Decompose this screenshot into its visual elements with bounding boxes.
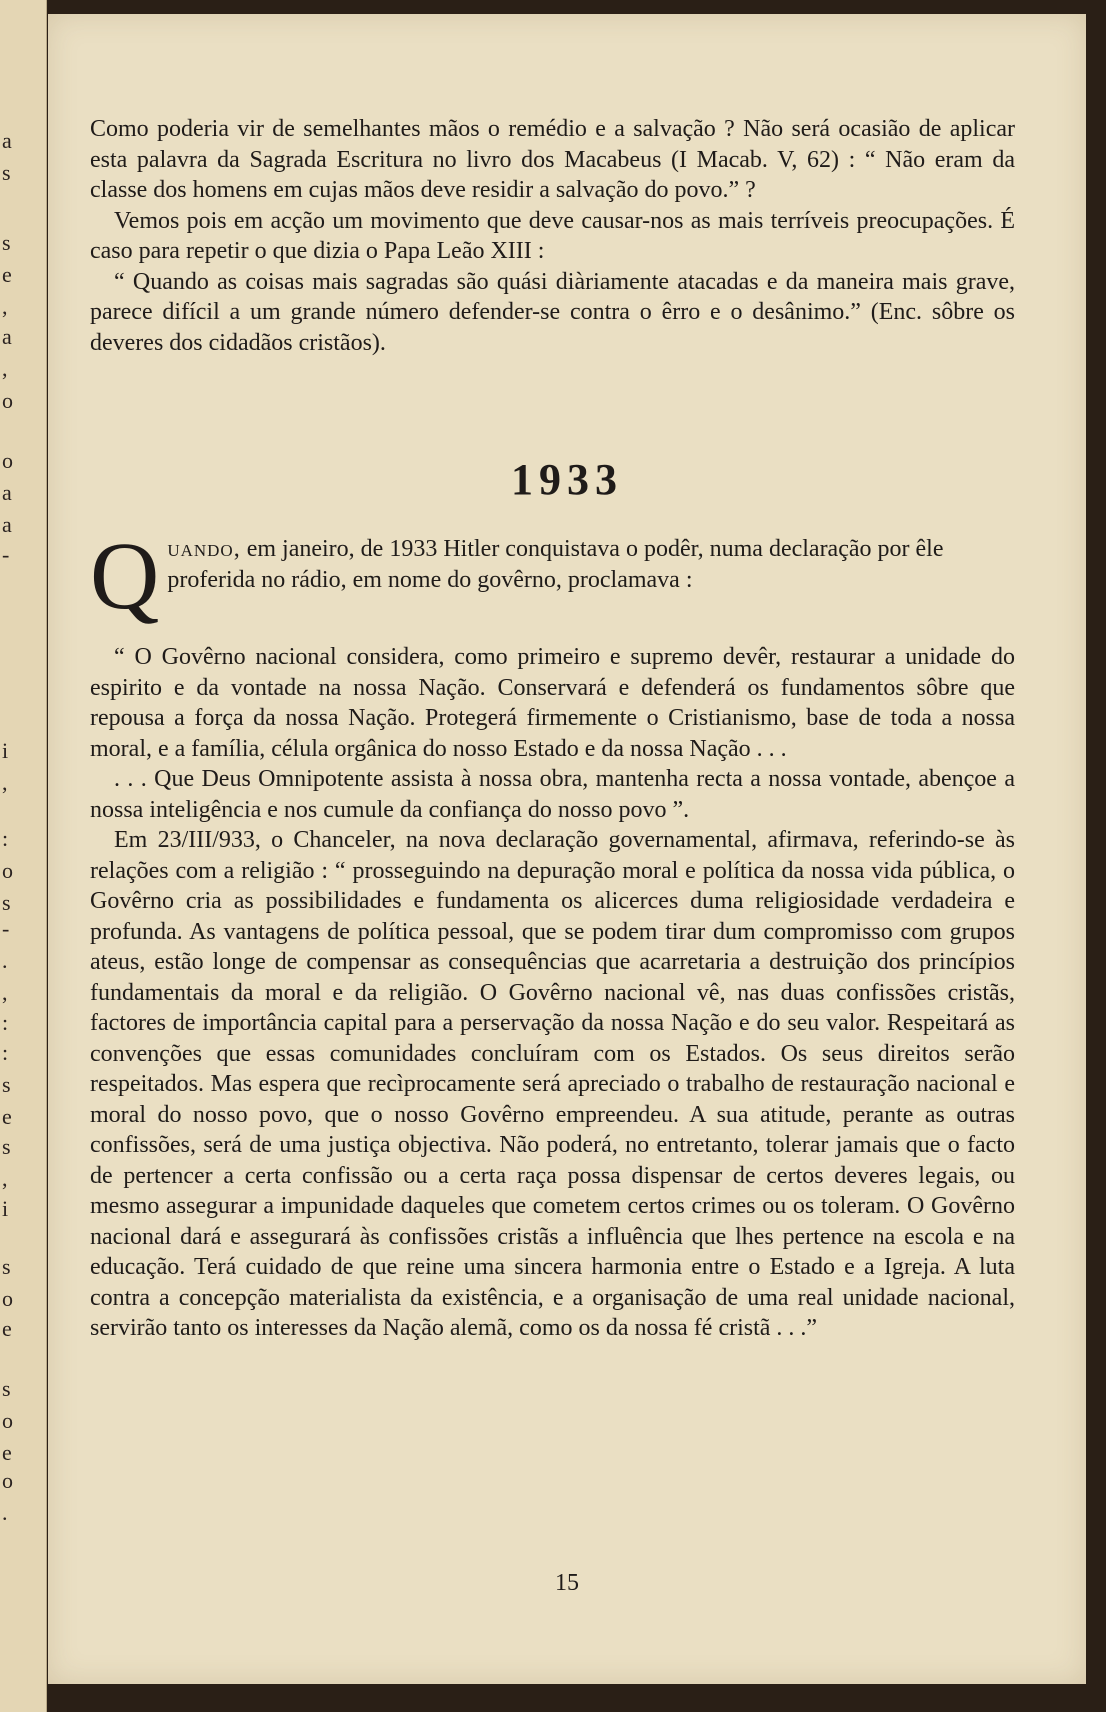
left-fragment: , [2, 356, 8, 381]
left-fragment: . [2, 1500, 8, 1525]
adjacent-page-edge [0, 0, 47, 1712]
left-fragment: : [2, 826, 9, 851]
left-fragment: e [2, 1440, 12, 1465]
left-fragment: a [2, 324, 12, 349]
paragraph: . . . Que Deus Omnipotente assista à nossa obra, mantenha recta a nossa vontade, abençoe a nossa inteligência e nos cumule da confiança do nosso povo ”. [90, 766, 1015, 823]
left-fragment: o [2, 1408, 13, 1433]
paragraph: “ Quando as coisas mais sagradas são quási diàriamente atacadas e da maneira mais grave, parece difícil a um grande número defender-se contra o êrro e o desânimo.” (Enc. sôbre os deveres dos cidadãos cristãos). [90, 268, 1015, 356]
left-fragment: o [2, 1468, 13, 1493]
left-fragment: , [2, 770, 8, 795]
left-fragment: - [2, 916, 10, 941]
left-fragment: o [2, 448, 13, 473]
left-fragment: s [2, 1376, 11, 1401]
left-fragment: a [2, 512, 12, 537]
left-fragment: s [2, 160, 11, 185]
left-fragment: s [2, 1254, 11, 1279]
paragraph: Como poderia vir de semelhantes mãos o remédio e a salvação ? Não será ocasião de aplicar esta palavra da Sagrada Escritura no livro dos Macabeus (I Macab. V, 62) : “ Não eram da classe dos homens em cujas mãos deve residir a salvação do povo.” ? [90, 116, 1015, 203]
left-fragment: s [2, 230, 11, 255]
left-fragment: s [2, 890, 11, 915]
left-fragment: - [2, 542, 10, 567]
opening-paragraph [90, 522, 1015, 629]
paragraph: Em 23/III/933, o Chanceler, na nova declaração governamental, afirmava, referindo-se às relações com a religião : “ prosseguindo na depuração moral e política da nossa vida pública, o Govêrno cria as possibilidades e fundamenta os alicerces duma religiosidade verdadeira e profunda. As vantagens de política pessoal, que se podem tirar dum compromisso com grupos ateus, estão longe de compensar as consequências que acarretaria a destruição dos princípios fundamentais da moral e da religião. O Govêrno nacional vê, nas duas confissões cristãs, factores de importância capital para a perservação da nossa Nação e do seu valor. Respeitará as convenções que essas comunidades concluíram com os Estados. Os seus direitos serão respeitados. Mas espera que recìprocamente será apreciado o trabalho de restauração nacional e moral do nosso povo, que o nosso Govêrno empreendeu. A sua atitude, perante as outras confissões, será de uma justiça objectiva. Não poderá, no entretanto, tolerar jamais que o facto de pertencer a certa confissão ou a certa raça possa dispensar de certos deveres legais, ou mesmo assegurar a impunidade daqueles que cometem certos crimes ou os toleram. O Govêrno nacional dará e assegurará às confissões cristãs a influência que lhes pertence na escola e na educação. Terá cuidado de que reine uma sincera harmonia entre o Estado e a Igreja. A luta contra a concepção materialista da existência, e a organisação de uma real unidade nacional, servirão tanto os interesses da Nação alemã, como os da nossa fé cristã . . .” [90, 827, 1015, 1341]
left-fragment: i [2, 738, 9, 763]
left-fragment: e [2, 262, 12, 287]
left-fragment: a [2, 480, 12, 505]
left-fragment: e [2, 1316, 12, 1341]
paragraph: “ O Govêrno nacional considera, como primeiro e supremo devêr, restaurar a unidade do espirito e da vontade na nossa Nação. Conservará e defenderá os fundamentos sôbre que repousa a força da nossa Nação. Protegerá firmemente o Cristianismo, base de toda a nossa moral, e a família, célula orgânica do nosso Estado e da nossa Nação . . . [90, 644, 1015, 762]
left-fragment: o [2, 1286, 13, 1311]
left-fragment: . [2, 948, 8, 973]
drop-cap: Q [90, 522, 160, 629]
top-text-block [90, 114, 1015, 358]
paragraph: Vemos pois em acção um movimento que deve causar-nos as mais terríveis preocupações. É caso para repetir o que dizia o Papa Leão XIII : [90, 207, 1015, 264]
small-caps-lead: uando, [167, 536, 241, 562]
book-page [48, 14, 1086, 1684]
left-fragment: o [2, 858, 13, 883]
left-fragment: s [2, 1072, 11, 1097]
left-fragment: , [2, 294, 8, 319]
left-fragment: e [2, 1104, 12, 1129]
section-heading: 1933 [511, 455, 623, 504]
left-fragment: i [2, 1196, 9, 1221]
left-fragment: : [2, 1010, 9, 1035]
left-fragment: s [2, 1134, 11, 1159]
body-text-block [90, 642, 1015, 1344]
left-fragment: o [2, 388, 13, 413]
left-fragment: a [2, 128, 12, 153]
left-fragment: : [2, 1040, 9, 1065]
page-number: 15 [555, 1570, 579, 1596]
left-fragment: , [2, 1166, 8, 1191]
left-fragment: , [2, 980, 8, 1005]
opening-text: em janeiro, de 1933 Hitler conquistava o podêr, numa declaração por êle proferida no rádio, em nome do govêrno, proclamava : [167, 536, 944, 593]
